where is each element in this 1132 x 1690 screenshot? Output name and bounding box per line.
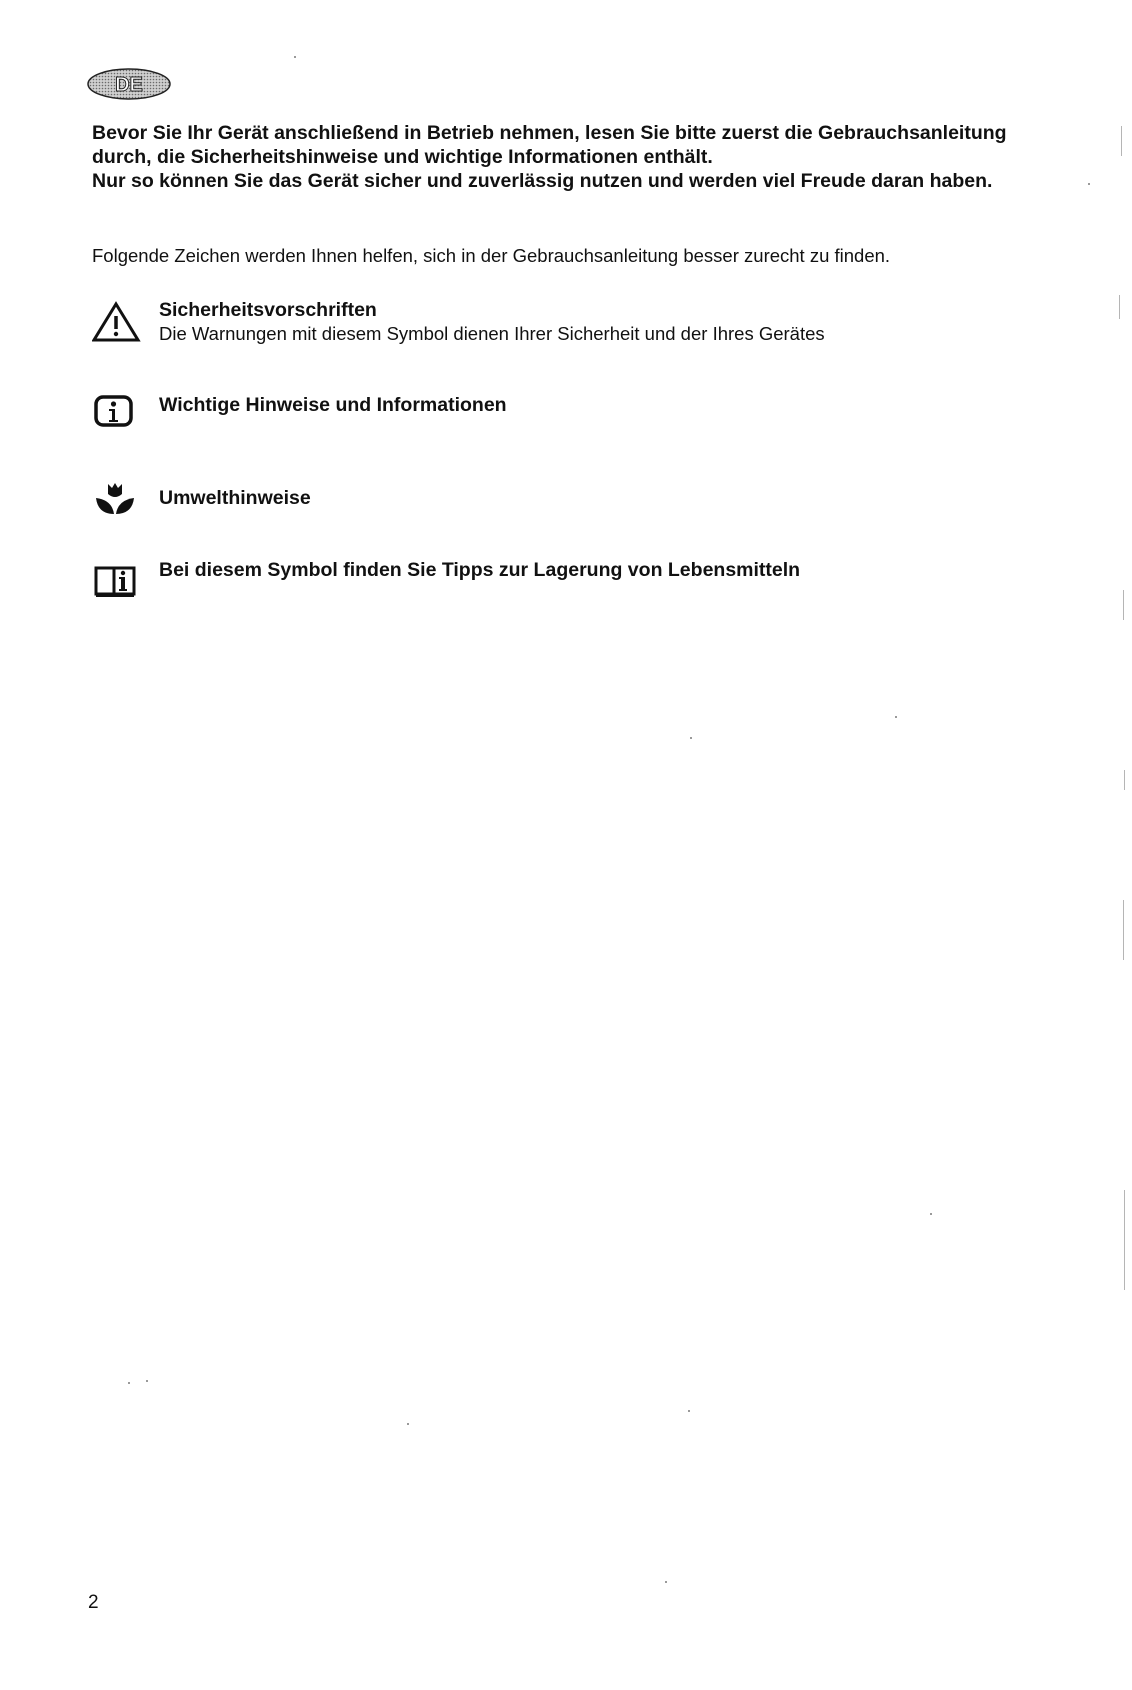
edge-artifact	[1123, 590, 1124, 620]
edge-artifact	[1124, 1190, 1125, 1290]
info-icon	[92, 391, 142, 437]
intro-line-1: Bevor Sie Ihr Gerät anschließend in Betrieb nehmen, lesen Sie bitte zuerst die Gebrauchsanleitung	[92, 122, 1007, 144]
edge-artifact	[1121, 126, 1122, 156]
language-badge-de	[86, 66, 172, 102]
symbol-desc-safety: Die Warnungen mit diesem Symbol dienen Ihrer Sicherheit und der Ihres Gerätes	[159, 323, 825, 344]
leaf-icon	[92, 478, 142, 524]
intro-line-2: durch, die Sicherheitshinweise und wichtige Informationen enthält.	[92, 146, 713, 168]
scan-artifact	[930, 1213, 932, 1215]
symbol-row-food-storage	[92, 558, 1092, 614]
scan-artifact	[690, 737, 692, 739]
intro-line-3: Nur so können Sie das Gerät sicher und zuverlässig nutzen und werden viel Freude daran haben.	[92, 170, 993, 192]
edge-artifact	[1123, 900, 1124, 960]
scan-artifact	[128, 1382, 130, 1384]
edge-artifact	[1119, 295, 1120, 319]
language-badge-label: DE	[115, 74, 143, 96]
scan-artifact	[407, 1423, 409, 1425]
symbol-title-food-storage: Bei diesem Symbol finden Sie Tipps zur Lagerung von Lebensmitteln	[159, 559, 801, 581]
scan-artifact	[1088, 183, 1090, 185]
warning-triangle-icon	[92, 300, 142, 346]
symbol-row-safety	[92, 298, 1092, 354]
edge-artifact	[1124, 770, 1125, 790]
symbols-hint: Folgende Zeichen werden Ihnen helfen, sich in der Gebrauchsanleitung besser zurecht zu finden.	[92, 245, 891, 266]
scan-artifact	[688, 1410, 690, 1412]
intro-paragraph	[92, 121, 1092, 193]
symbol-title-environment: Umwelthinweise	[159, 487, 311, 509]
scan-artifact	[146, 1380, 148, 1382]
symbol-title-safety: Sicherheitsvorschriften	[159, 299, 377, 321]
book-info-icon	[92, 560, 142, 606]
symbol-row-info	[92, 393, 1092, 449]
symbol-title-info: Wichtige Hinweise und Informationen	[159, 394, 507, 416]
scan-artifact	[294, 56, 296, 58]
page-number: 2	[88, 1592, 99, 1613]
scan-artifact	[665, 1581, 667, 1583]
symbol-row-environment	[92, 480, 1092, 536]
scan-artifact	[895, 716, 897, 718]
